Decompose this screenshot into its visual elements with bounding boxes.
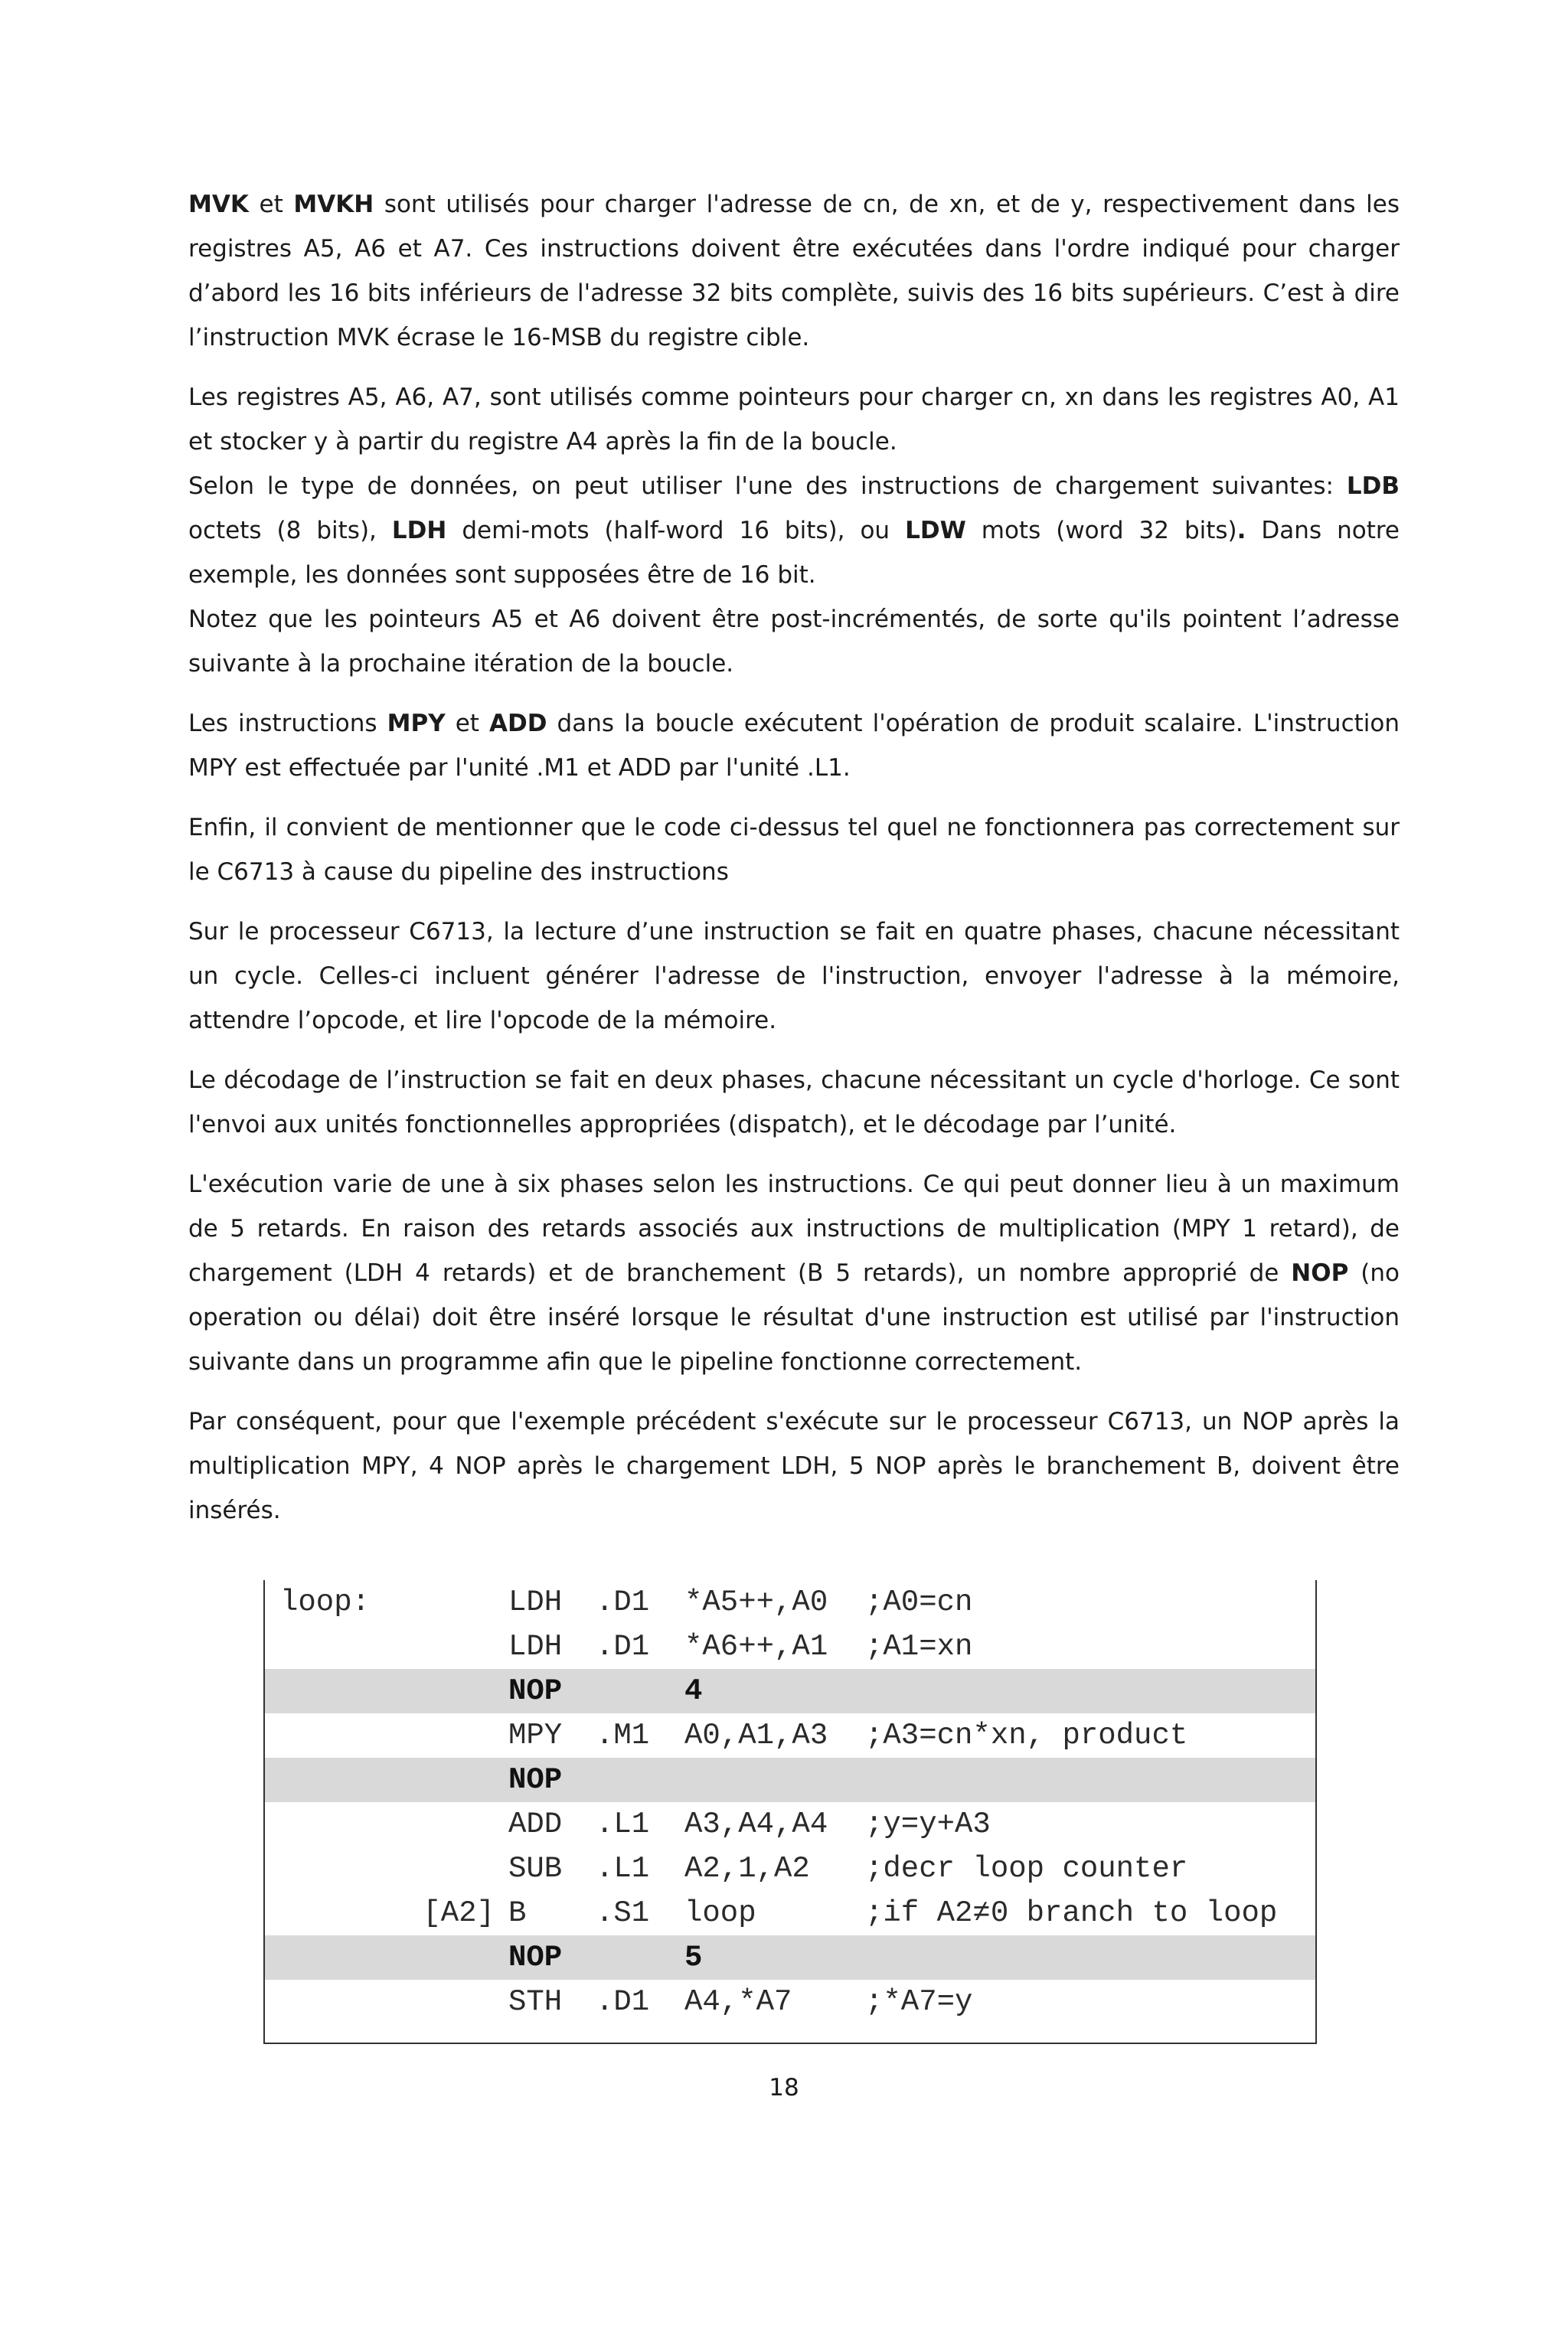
code-operands: loop (684, 1896, 756, 1930)
text-fragment: Les instructions (188, 710, 387, 737)
paragraph-load-types (188, 464, 1400, 597)
code-operands: A0,A1,A3 (684, 1719, 828, 1752)
paragraph-fetch-phases: Sur le processeur C6713, la lecture d’une instruction se fait en quatre phases, chacune nécessitant un cycle. Celles-ci incluent générer l'adresse de l'instruction, envoyer l'adresse à la mémoire, attendre l’opcode, et lire l'opcode de la mémoire. (188, 918, 1400, 1034)
bold-period: . (1236, 517, 1246, 544)
code-row (265, 1891, 1315, 1935)
code-comment: ;if A2≠0 branch to loop (865, 1896, 1278, 1930)
code-row (265, 1580, 1315, 1625)
code-opcode: B (508, 1896, 527, 1930)
code-row (265, 1980, 1315, 2024)
text-fragment: et (248, 191, 294, 218)
text-fragment: Selon le type de données, on peut utiliser l'une des instructions de chargement suivantes: (188, 472, 1347, 500)
code-comment: ;*A7=y (865, 1985, 973, 2019)
code-row (265, 1625, 1315, 1669)
keyword-mpy: MPY (387, 710, 446, 737)
keyword-ldw: LDW (905, 517, 966, 544)
code-opcode: NOP (508, 1674, 563, 1708)
code-operands: 5 (684, 1941, 703, 1974)
code-operands: *A6++,A1 (684, 1630, 828, 1664)
code-operands: A2,1,A2 (684, 1852, 810, 1886)
code-row-nop (265, 1758, 1315, 1802)
paragraph-pipeline-warning: Enfin, il convient de mentionner que le code ci-dessus tel quel ne fonctionnera pas correctement sur le C6713 à cause du pipeline des instructions (188, 814, 1400, 886)
paragraph-mpy-add (188, 701, 1400, 790)
code-comment: ;A0=cn (865, 1586, 973, 1619)
code-listing (263, 1580, 1317, 2044)
code-unit: .L1 (596, 1852, 650, 1886)
code-comment: ;A1=xn (865, 1630, 973, 1664)
code-unit: .M1 (596, 1719, 650, 1752)
code-opcode: STH (508, 1985, 563, 2019)
page-number: 18 (769, 2074, 799, 2102)
code-opcode: LDH (508, 1586, 563, 1619)
code-row (265, 1802, 1315, 1847)
code-label: loop: (280, 1586, 371, 1619)
code-operands: A4,*A7 (684, 1985, 792, 2019)
text-fragment: et (445, 710, 490, 737)
code-condition: [A2] (423, 1896, 495, 1930)
code-comment: ;y=y+A3 (865, 1808, 991, 1841)
code-opcode: SUB (508, 1852, 563, 1886)
text-fragment: sont utilisés pour charger l'adresse de cn, de xn, et de y, respectivement dans les registres A5, A6 et A7. Ces instructions doivent être exécutées dans l'ordre indiqué pour charger d’abord les 16 bits inférieurs de l'adresse 32 bits complète, suivis des 16 bits supérieurs. C’est à dire l’instruction MVK écrase le 16-MSB du registre cible. (188, 191, 1400, 351)
code-opcode: NOP (508, 1763, 563, 1797)
keyword-add: ADD (489, 710, 547, 737)
code-operands: A3,A4,A4 (684, 1808, 828, 1841)
keyword-ldh: LDH (391, 517, 447, 544)
keyword-nop: NOP (1291, 1259, 1349, 1287)
paragraph-mvk (188, 182, 1400, 360)
paragraph-decode-phases: Le décodage de l’instruction se fait en deux phases, chacune nécessitant un cycle d'horloge. Ce sont l'envoi aux unités fonctionnelles appropriées (dispatch), et le décodage par l’unité. (188, 1066, 1400, 1138)
paragraph-execution-delays (188, 1162, 1400, 1384)
paragraph-pointers: Notez que les pointeurs A5 et A6 doivent être post-incrémentés, de sorte qu'ils pointent l’adresse suivante à la prochaine itération de la boucle. (188, 606, 1400, 678)
text-fragment: (no operation ou délai) doit être inséré lorsque le résultat d'une instruction est utilisé par l'instruction suivante dans un programme afin que le pipeline fonctionne correctement. (188, 1259, 1400, 1376)
code-row (265, 1713, 1315, 1758)
keyword-mvkh: MVKH (293, 191, 374, 218)
code-opcode: LDH (508, 1630, 563, 1664)
code-unit: .D1 (596, 1985, 650, 2019)
code-comment: ;decr loop counter (865, 1852, 1188, 1886)
code-operands: *A5++,A0 (684, 1586, 828, 1619)
code-opcode: NOP (508, 1941, 563, 1974)
paragraph-conclusion: Par conséquent, pour que l'exemple précédent s'exécute sur le processeur C6713, un NOP après la multiplication MPY, 4 NOP après le chargement LDH, 5 NOP après le branchement B, doivent être insérés. (188, 1408, 1400, 1524)
text-fragment: demi-mots (half-word 16 bits), ou (446, 517, 906, 544)
code-unit: .L1 (596, 1808, 650, 1841)
paragraph-registers: Les registres A5, A6, A7, sont utilisés comme pointeurs pour charger cn, xn dans les registres A0, A1 et stocker y à partir du registre A4 après la fin de la boucle. (188, 384, 1400, 456)
text-fragment: octets (8 bits), (188, 517, 392, 544)
text-fragment: dans la boucle exécutent l'opération de produit scalaire. L'instruction MPY est effectuée par l'unité .M1 et ADD par l'unité .L1. (188, 710, 1400, 782)
keyword-mvk: MVK (188, 191, 249, 218)
body-text-upper (188, 182, 1400, 1533)
code-operands: 4 (684, 1674, 703, 1708)
code-row-nop (265, 1669, 1315, 1713)
text-fragment: L'exécution varie de une à six phases selon les instructions. Ce qui peut donner lieu à un maximum de 5 retards. En raison des retards associés aux instructions de multiplication (MPY 1 retard), de chargement (LDH 4 retards) et de branchement (B 5 retards), un nombre approprié de (188, 1171, 1400, 1287)
code-unit: .S1 (596, 1896, 650, 1930)
code-row (265, 1847, 1315, 1891)
code-opcode: ADD (508, 1808, 563, 1841)
text-fragment: Dans notre exemple, les données sont supposées être de 16 bit. (188, 517, 1400, 589)
keyword-ldb: LDB (1346, 472, 1400, 500)
code-opcode: MPY (508, 1719, 563, 1752)
code-unit: .D1 (596, 1630, 650, 1664)
code-comment: ;A3=cn*xn, product (865, 1719, 1188, 1752)
code-row-nop (265, 1935, 1315, 1980)
code-unit: .D1 (596, 1586, 650, 1619)
text-fragment: mots (word 32 bits) (965, 517, 1237, 544)
